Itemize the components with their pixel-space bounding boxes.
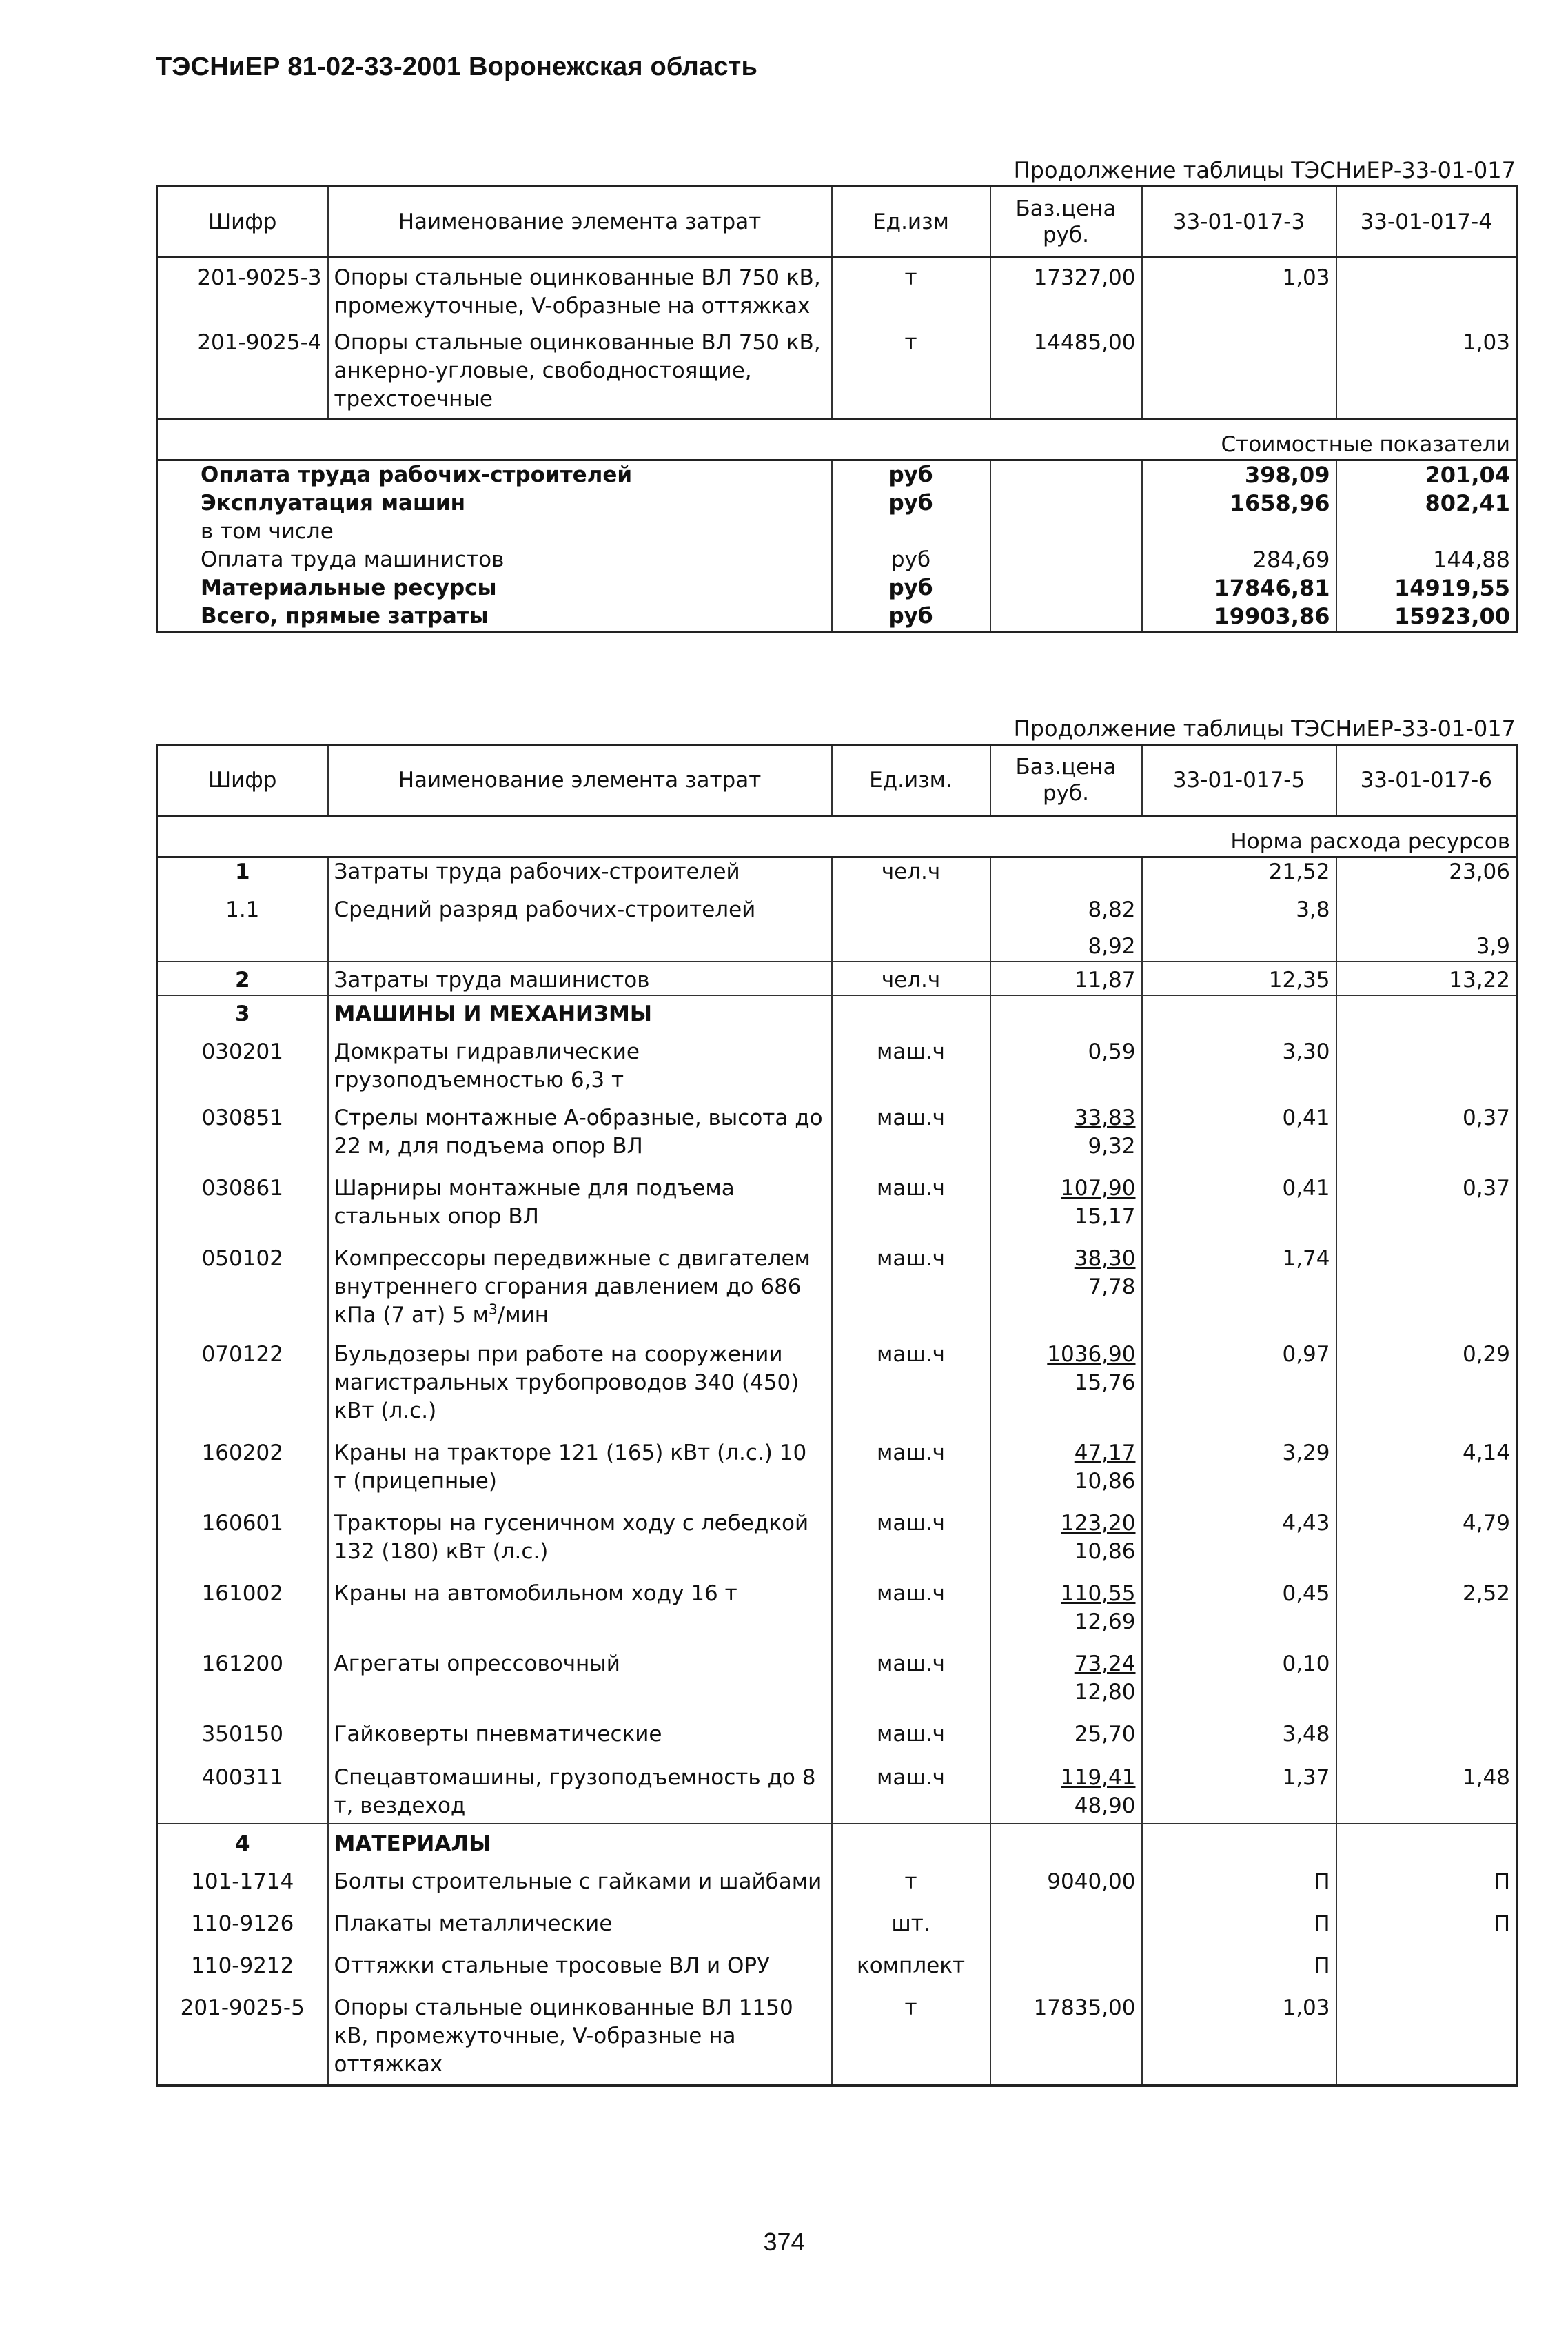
- cost-row: Оплата труда рабочих-строителей руб 398,09 201,04: [157, 460, 1517, 490]
- name-header: Наименование элемента затрат: [328, 187, 832, 258]
- resource-table-2: [156, 744, 1518, 2087]
- code-header: Шифр: [157, 187, 328, 258]
- table-row: 030851 Стрелы монтажные А-образные, высота до 22 м, для подъема опор ВЛ маш.ч 33,83 9,32 0,41 0,37: [157, 1095, 1517, 1161]
- table-row: 1 Затраты труда рабочих-строителей чел.ч 21,52 23,06: [157, 857, 1517, 887]
- subheader-row: Норма расхода ресурсов: [157, 816, 1517, 857]
- cost-row: Эксплуатация машин руб 1658,96 802,41: [157, 489, 1517, 518]
- table-row: 160202 Краны на тракторе 121 (165) кВт (л.с.) 10 т (прицепные) маш.ч 47,17 10,86 3,29 4,14: [157, 1425, 1517, 1496]
- table1-header-row: [157, 187, 1517, 258]
- cost-row: Оплата труда машинистов руб 284,69 144,88: [157, 546, 1517, 574]
- table-row: 161200 Агрегаты опрессовочный маш.ч 73,24 12,80 0,10: [157, 1636, 1517, 1707]
- table-row: 201-9025-4 Опоры стальные оцинкованные ВЛ 750 кВ, анкерно-угловые, свободностоящие, трехстоечные т 14485,00 1,03: [157, 321, 1517, 419]
- table2-header-row: [157, 745, 1517, 816]
- name-header: Наименование элемента затрат: [328, 745, 832, 816]
- unit-header: Ед.изм: [832, 187, 990, 258]
- cost-row: Материальные ресурсы руб 17846,81 14919,55: [157, 574, 1517, 602]
- base-price-header: Баз.цена руб.: [990, 187, 1142, 258]
- code-header: Шифр: [157, 745, 328, 816]
- table-row: 1.1 Средний разряд рабочих-строителей 8,82 3,8: [157, 886, 1517, 924]
- table-row: 2 Затраты труда машинистов чел.ч 11,87 12,35 13,22: [157, 962, 1517, 995]
- table-row: 070122 Бульдозеры при работе на сооружении магистральных трубопроводов 340 (450) кВт (л.с.) маш.ч 1036,90 15,76 0,97 0,29: [157, 1330, 1517, 1425]
- table-row: 030201 Домкраты гидравлические грузоподъемностью 6,3 т маш.ч 0,59 3,30: [157, 1028, 1517, 1095]
- table2-continuation-label: Продолжение таблицы ТЭСНиЕР-33-01-017: [1013, 715, 1516, 742]
- page-title: ТЭСНиЕР 81-02-33-2001 Воронежская область: [156, 52, 758, 81]
- col-b-header: 33-01-017-6: [1336, 745, 1517, 816]
- table-row: 8,92 3,9: [157, 924, 1517, 962]
- page-number: 374: [763, 2228, 805, 2256]
- table-row: 201-9025-5 Опоры стальные оцинкованные ВЛ 1150 кВ, промежуточные, V-образные на оттяжках т 17835,00 1,03: [157, 1980, 1517, 2086]
- base-price-header: Баз.цена руб.: [990, 745, 1142, 816]
- table-row: 160601 Тракторы на гусеничном ходу с лебедкой 132 (180) кВт (л.с.) маш.ч 123,20 10,86 4,43 4,79: [157, 1496, 1517, 1566]
- table-row: 350150 Гайковерты пневматические маш.ч 25,70 3,48: [157, 1707, 1517, 1749]
- table-row: 050102 Компрессоры передвижные с двигателем внутреннего сгорания давлением до 686 кПа (7 ат) 5 $м^3$/мин маш.ч 38,30 7,78 1,74: [157, 1231, 1517, 1330]
- table-row: 110-9126 Плакаты металлические шт. П П: [157, 1896, 1517, 1938]
- col-a-header: 33-01-017-3: [1142, 187, 1336, 258]
- table-row: 110-9212 Оттяжки стальные тросовые ВЛ и ОРУ комплект П: [157, 1938, 1517, 1980]
- col-a-header: 33-01-017-5: [1142, 745, 1336, 816]
- section-row: 3 МАШИНЫ И МЕХАНИЗМЫ: [157, 995, 1517, 1028]
- unit-header: Ед.изм.: [832, 745, 990, 816]
- cost-table-1: [156, 185, 1518, 633]
- table-row: 161002 Краны на автомобильном ходу 16 т маш.ч 110,55 12,69 0,45 2,52: [157, 1566, 1517, 1636]
- cost-row: в том числе: [157, 518, 1517, 546]
- table-row: 201-9025-3 Опоры стальные оцинкованные ВЛ 750 кВ, промежуточные, V-образные на оттяжках т 17327,00 1,03: [157, 258, 1517, 321]
- cost-row: Всего, прямые затраты руб 19903,86 15923,00: [157, 602, 1517, 632]
- section-row: 4 МАТЕРИАЛЫ: [157, 1824, 1517, 1858]
- table-row: 101-1714 Болты строительные с гайками и шайбами т 9040,00 П П: [157, 1858, 1517, 1896]
- subheader-row: Стоимостные показатели: [157, 419, 1517, 460]
- col-b-header: 33-01-017-4: [1336, 187, 1517, 258]
- table1-continuation-label: Продолжение таблицы ТЭСНиЕР-33-01-017: [1013, 157, 1516, 183]
- table-row: 400311 Спецавтомашины, грузоподъемность до 8 т, вездеход маш.ч 119,41 48,90 1,37 1,48: [157, 1749, 1517, 1824]
- table-row: 030861 Шарниры монтажные для подъема стальных опор ВЛ маш.ч 107,90 15,17 0,41 0,37: [157, 1161, 1517, 1231]
